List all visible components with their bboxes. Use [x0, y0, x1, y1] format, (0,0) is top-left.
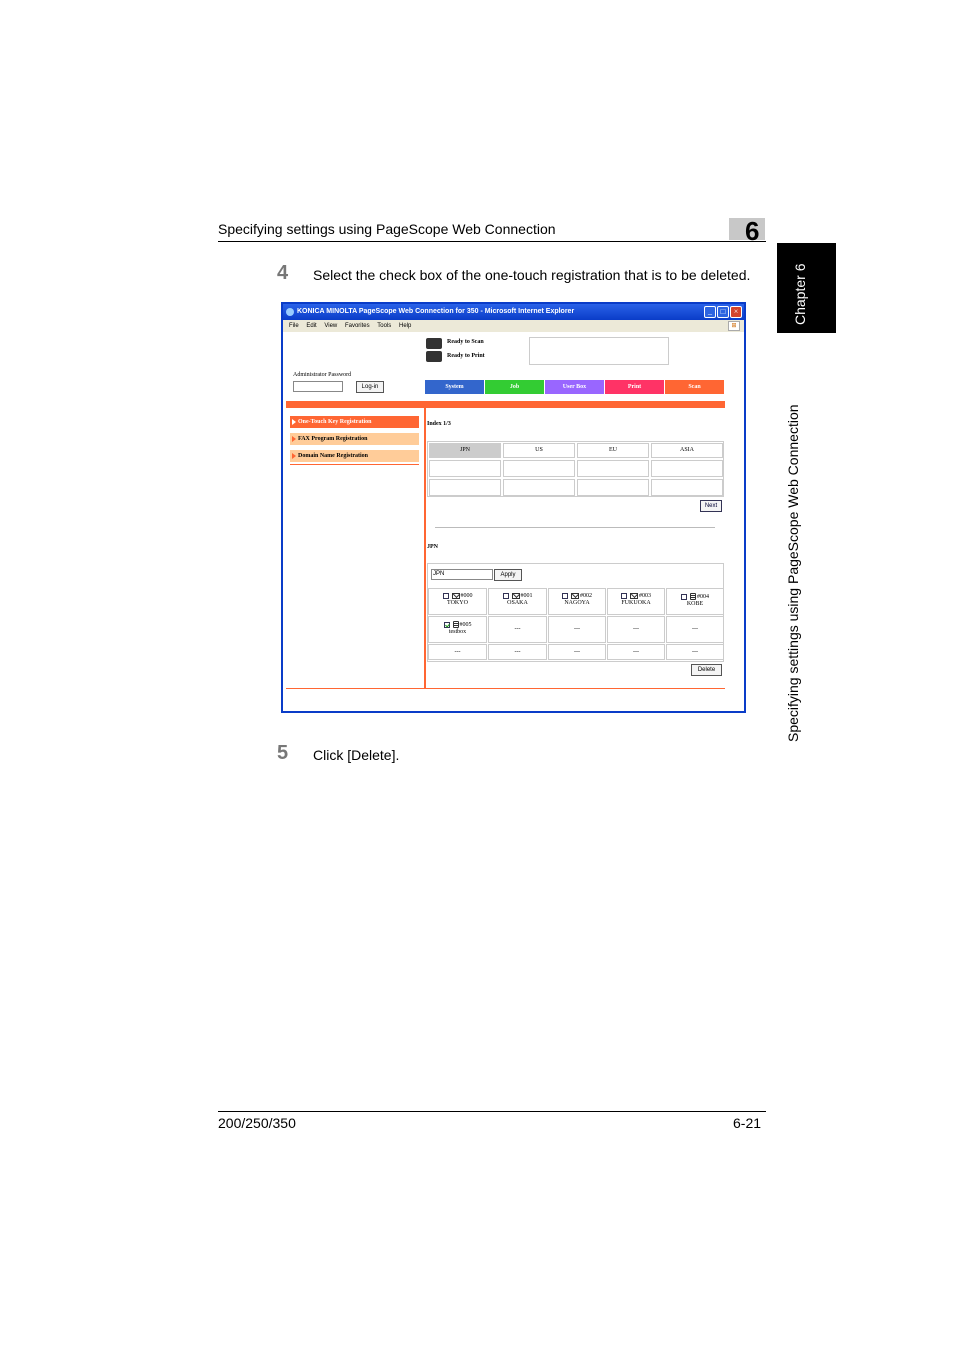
- index-cell[interactable]: [429, 479, 501, 496]
- key-checkbox[interactable]: [443, 593, 449, 599]
- side-tab-chapter-label: Chapter 6: [792, 263, 808, 325]
- left-menu-separator: [290, 464, 419, 465]
- footer-page-number: 6-21: [733, 1115, 762, 1131]
- menu-help[interactable]: Help: [398, 323, 412, 329]
- key-name: NAGOYA: [564, 600, 590, 607]
- step-4-text: Select the check box of the one-touch registration that is to be deleted.: [313, 267, 751, 283]
- index-cell[interactable]: [651, 479, 723, 496]
- menu-one-touch-key-registration[interactable]: One-Touch Key Registration: [290, 416, 419, 428]
- empty-key[interactable]: ---: [488, 616, 547, 643]
- tab-user-box[interactable]: User Box: [545, 380, 604, 394]
- one-touch-key[interactable]: [666, 588, 724, 615]
- section-separator: [435, 527, 715, 528]
- window-title: KONICA MINOLTA PageScope Web Connection for 350 - Microsoft Internet Explorer: [297, 308, 575, 315]
- email-icon: [630, 593, 638, 599]
- empty-key[interactable]: ---: [666, 644, 724, 660]
- admin-password-label: Administrator Password: [293, 372, 352, 378]
- one-touch-key[interactable]: [548, 588, 606, 615]
- scanner-icon: [426, 338, 442, 349]
- key-name: KOBE: [686, 601, 704, 607]
- minimize-icon[interactable]: _: [704, 306, 716, 318]
- menu-tools[interactable]: Tools: [377, 323, 392, 329]
- index-cell[interactable]: [577, 460, 649, 477]
- chapter-number: 6: [745, 216, 760, 246]
- key-name: TOKYO: [447, 600, 468, 607]
- key-name: testbox: [448, 629, 467, 635]
- maximize-icon[interactable]: □: [717, 306, 729, 318]
- empty-key[interactable]: ---: [548, 616, 606, 643]
- index-tab-us[interactable]: US: [503, 443, 575, 458]
- fax-icon: [690, 593, 696, 600]
- key-number: #005: [459, 621, 472, 628]
- footer-model: 200/250/350: [218, 1115, 296, 1131]
- menu-favorites[interactable]: Favorites: [344, 323, 370, 329]
- close-icon[interactable]: ×: [730, 306, 742, 318]
- delete-button[interactable]: Delete: [691, 664, 722, 676]
- status-print: Ready to Print: [447, 353, 485, 359]
- index-tab-asia[interactable]: ASIA: [651, 443, 723, 458]
- one-touch-key[interactable]: [428, 616, 487, 643]
- key-checkbox[interactable]: [562, 593, 568, 599]
- key-number: #000: [460, 593, 473, 599]
- status-scan: Ready to Scan: [447, 339, 484, 345]
- one-touch-key[interactable]: [488, 588, 547, 615]
- empty-key[interactable]: ---: [488, 644, 547, 660]
- windows-logo-icon: ⊞: [728, 321, 740, 331]
- browser-window-screenshot: [281, 302, 746, 713]
- apply-button[interactable]: Apply: [494, 569, 522, 581]
- page-header-title: Specifying settings using PageScope Web Connection: [218, 221, 556, 237]
- menu-domain-name-registration[interactable]: Domain Name Registration: [290, 450, 419, 462]
- tab-job[interactable]: Job: [485, 380, 544, 394]
- key-number: #004: [697, 593, 709, 600]
- one-touch-key[interactable]: [428, 588, 487, 615]
- group-name-input[interactable]: JPN: [431, 569, 493, 580]
- step-4-number: 4: [277, 262, 289, 284]
- index-cell[interactable]: [503, 479, 575, 496]
- group-label: JPN: [427, 544, 438, 550]
- key-number: #001: [520, 593, 533, 599]
- index-tab-jpn[interactable]: JPN: [429, 443, 501, 458]
- tab-scan[interactable]: Scan: [665, 380, 724, 394]
- key-number: #002: [580, 593, 592, 599]
- login-button[interactable]: Log-in: [356, 381, 384, 393]
- index-tab-eu[interactable]: EU: [577, 443, 649, 458]
- menu-edit[interactable]: Edit: [306, 323, 317, 329]
- side-tab-section-label: Specifying settings using PageScope Web Connection: [785, 404, 801, 742]
- email-icon: [571, 593, 579, 599]
- header-divider-bar: [286, 401, 725, 408]
- footer-divider: [286, 688, 725, 689]
- menu-file[interactable]: File: [289, 323, 299, 329]
- key-checkbox[interactable]: [681, 594, 687, 600]
- tab-print[interactable]: Print: [605, 380, 664, 394]
- index-cell[interactable]: [651, 460, 723, 477]
- admin-password-input[interactable]: [293, 381, 343, 392]
- one-touch-key[interactable]: [607, 588, 665, 615]
- status-message-box: [529, 337, 669, 365]
- empty-key[interactable]: ---: [428, 644, 487, 660]
- footer-rule: [218, 1111, 766, 1112]
- printer-icon: [426, 351, 442, 362]
- menu-view[interactable]: View: [324, 323, 338, 329]
- header-rule: [218, 241, 766, 242]
- key-name: OSAKA: [507, 600, 528, 607]
- tab-system[interactable]: System: [425, 380, 484, 394]
- key-name: FUKUOKA: [621, 600, 651, 607]
- index-cell[interactable]: [429, 460, 501, 477]
- key-checkbox[interactable]: [621, 593, 627, 599]
- index-label: Index 1/3: [427, 421, 451, 427]
- menu-bar: [283, 320, 744, 332]
- fax-icon: [453, 621, 459, 628]
- key-checkbox-checked[interactable]: [444, 622, 450, 628]
- email-icon: [452, 593, 460, 599]
- email-icon: [512, 593, 520, 599]
- ie-icon: [286, 308, 294, 316]
- step-5-number: 5: [277, 742, 289, 764]
- key-number: #003: [639, 593, 651, 599]
- step-5-text: Click [Delete].: [313, 747, 400, 763]
- empty-key[interactable]: ---: [548, 644, 606, 660]
- empty-key[interactable]: ---: [607, 644, 665, 660]
- index-cell[interactable]: [577, 479, 649, 496]
- empty-key[interactable]: ---: [607, 616, 665, 643]
- menu-fax-program-registration[interactable]: FAX Program Registration: [290, 433, 419, 445]
- empty-key[interactable]: ---: [666, 616, 724, 643]
- key-checkbox[interactable]: [503, 593, 509, 599]
- window-titlebar: [283, 304, 744, 320]
- left-panel-divider: [424, 408, 426, 688]
- next-button[interactable]: Next: [700, 500, 722, 512]
- index-cell[interactable]: [503, 460, 575, 477]
